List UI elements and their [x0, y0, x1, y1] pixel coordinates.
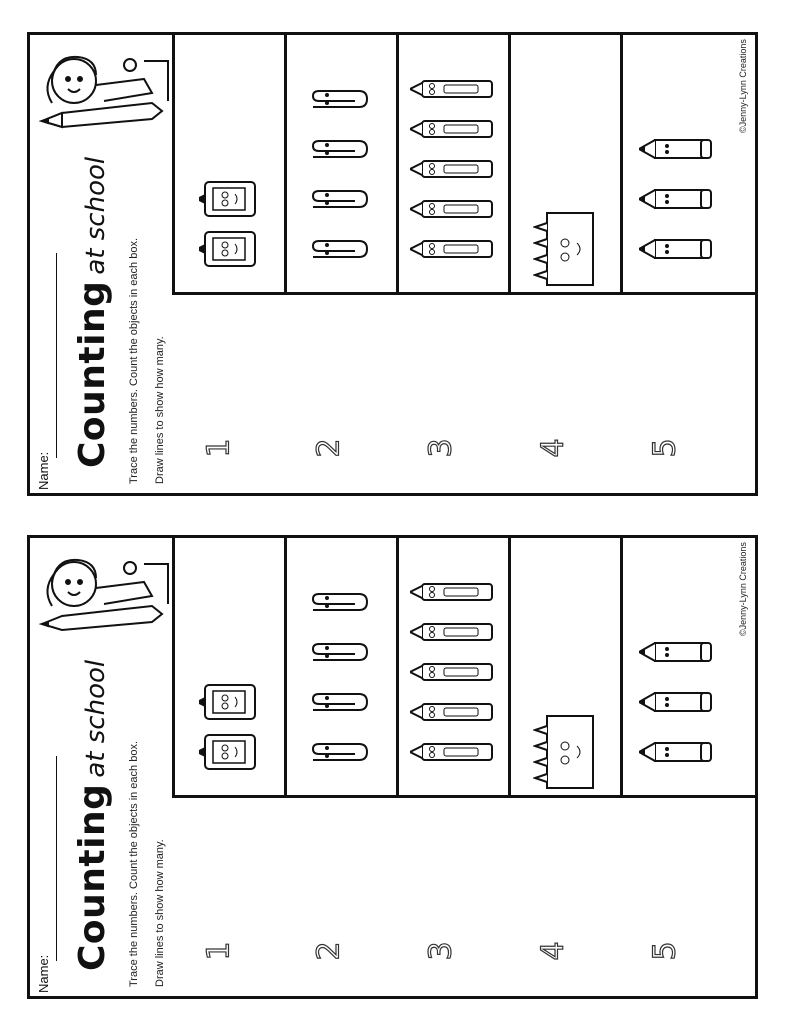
worksheet — [27, 32, 758, 496]
title-script: at school — [81, 659, 111, 778]
crayon-icon — [410, 702, 494, 722]
title-bold: Counting — [72, 280, 113, 468]
name-label: Name: — [36, 451, 51, 490]
paper-clip-icon — [309, 638, 371, 666]
worksheet-title — [72, 157, 113, 468]
crayon-icon — [410, 742, 494, 762]
crayon-icon — [410, 239, 494, 259]
trace-number-1[interactable]: 1 — [201, 438, 237, 458]
crayon-icon — [410, 79, 494, 99]
girl-with-pencil-illustration — [34, 544, 174, 644]
trace-number-2[interactable]: 2 — [311, 941, 347, 961]
pencil-icon — [639, 691, 713, 713]
pencil-icon — [639, 238, 713, 260]
copyright: ©Jenny-Lynn Creations — [738, 39, 748, 133]
trace-number-2[interactable]: 2 — [311, 438, 347, 458]
copyright: ©Jenny-Lynn Creations — [738, 542, 748, 636]
crayon-icon — [410, 199, 494, 219]
glue-bottle-icon — [199, 230, 257, 268]
trace-number-3[interactable]: 3 — [423, 941, 459, 961]
crayon-box-icon — [533, 712, 595, 792]
glue-bottle-icon — [199, 180, 257, 218]
trace-number-5[interactable]: 5 — [647, 438, 683, 458]
pencil-icon — [639, 138, 713, 160]
instructions-line-1: Trace the numbers. Count the objects in each box. — [128, 740, 140, 987]
instructions-line-1: Trace the numbers. Count the objects in each box. — [128, 237, 140, 484]
pencil-icon — [639, 188, 713, 210]
title-script: at school — [81, 156, 111, 275]
paper-clip-icon — [309, 688, 371, 716]
trace-number-4[interactable]: 4 — [535, 941, 571, 961]
trace-number-3[interactable]: 3 — [423, 438, 459, 458]
crayon-icon — [410, 622, 494, 642]
paper-clip-icon — [309, 85, 371, 113]
pencil-icon — [639, 641, 713, 663]
glue-bottle-icon — [199, 733, 257, 771]
crayon-icon — [410, 662, 494, 682]
crayon-icon — [410, 582, 494, 602]
name-writing-line[interactable] — [56, 756, 57, 961]
trace-number-1[interactable]: 1 — [201, 941, 237, 961]
paper-clip-icon — [309, 588, 371, 616]
trace-number-5[interactable]: 5 — [647, 941, 683, 961]
glue-bottle-icon — [199, 683, 257, 721]
crayon-icon — [410, 119, 494, 139]
worksheet-title — [72, 660, 113, 971]
instructions-line-2: Draw lines to show how many. — [154, 839, 166, 987]
paper-clip-icon — [309, 738, 371, 766]
pencil-icon — [639, 741, 713, 763]
crayon-icon — [410, 159, 494, 179]
paper-clip-icon — [309, 235, 371, 263]
name-label: Name: — [36, 954, 51, 993]
paper-clip-icon — [309, 185, 371, 213]
worksheet — [27, 535, 758, 999]
instructions-line-2: Draw lines to show how many. — [154, 336, 166, 484]
title-bold: Counting — [72, 783, 113, 971]
paper-clip-icon — [309, 135, 371, 163]
girl-with-pencil-illustration — [34, 41, 174, 141]
trace-number-4[interactable]: 4 — [535, 438, 571, 458]
crayon-box-icon — [533, 209, 595, 289]
name-writing-line[interactable] — [56, 253, 57, 458]
